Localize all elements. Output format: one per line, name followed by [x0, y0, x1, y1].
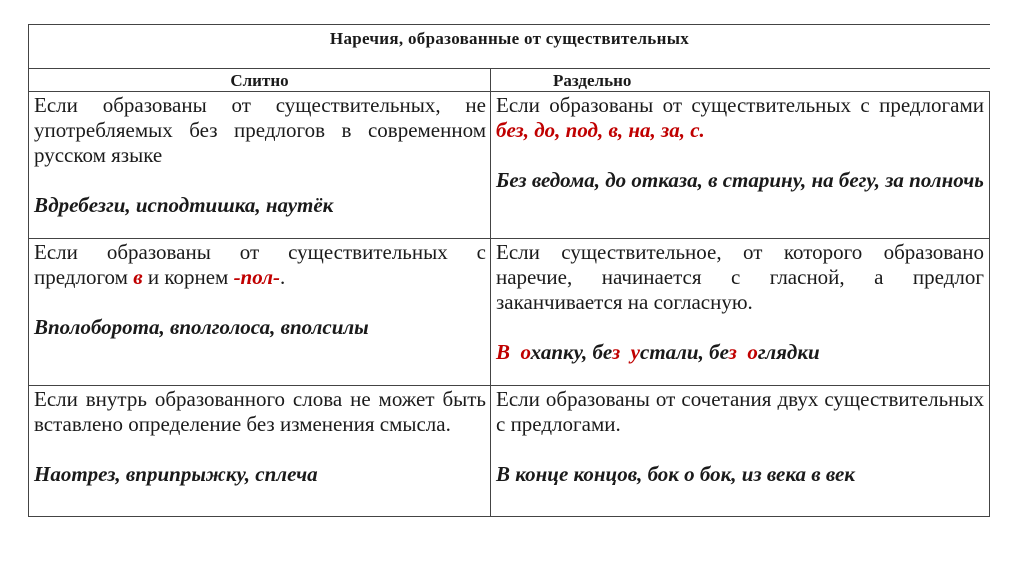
table-title: Наречия, образованные от существительных	[329, 29, 690, 48]
row1-separate-rule-text: Если образованы от существительных с предлогами	[496, 93, 984, 117]
row1-together-cell	[34, 93, 486, 218]
grid-line	[28, 385, 990, 386]
row2-together-example: Вполоборота, вполголоса, вполсилы	[34, 315, 369, 339]
grid-line	[28, 91, 990, 92]
grid-line	[490, 68, 491, 517]
column-header-together: Слитно	[28, 68, 490, 92]
example-word-2: устали	[630, 340, 699, 364]
row3-together-cell	[34, 387, 486, 487]
row3-separate-example: В конце концов, бок о бок, из века в век	[496, 462, 855, 486]
grid-line	[28, 238, 990, 239]
row3-together-rule: Если внутрь образованного слова не может быть вставлено определение без изменения смысла.	[34, 387, 486, 436]
row1-separate-example: Без ведома, до отказа, в старину, на бегу, за полночь	[496, 168, 984, 192]
row2-rule-text-a: Если образованы от существительных с предлогом	[34, 240, 486, 289]
row2-separate-rule: Если существительное, от которого образовано наречие, начинается с гласной, а предлог заканчивается на согласную.	[496, 240, 984, 314]
row1-prepositions: без, до, под, в, на, за, с.	[496, 118, 705, 142]
column-header-separate: Раздельно	[490, 68, 990, 92]
example-prep-1: В	[496, 340, 511, 364]
grid-line	[989, 92, 990, 517]
grid-line	[28, 24, 29, 517]
row2-root-pol: -пол-	[233, 265, 280, 289]
row3-separate-cell	[496, 387, 984, 487]
row2-together-rule	[34, 240, 486, 290]
row2-separate-cell	[496, 240, 984, 365]
row3-separate-rule: Если образованы от сочетания двух существительных с предлогами.	[496, 387, 984, 436]
row2-rule-text-b: и корнем	[147, 265, 229, 289]
row3-together-example: Наотрез, вприпрыжку, сплеча	[34, 462, 318, 486]
example-word-1-rest: хапку	[530, 340, 582, 364]
row1-separate-cell	[496, 93, 984, 193]
row2-rule-text-c: .	[279, 265, 286, 289]
row2-preposition-v: в	[133, 265, 143, 289]
row1-together-rule: Если образованы от существительных, не употребляемых без предлогов в современном русском языке	[34, 93, 486, 167]
row2-separate-example: В охапку, без устали, без оглядки	[496, 340, 820, 364]
example-prep-3: без	[709, 340, 737, 364]
row1-separate-rule	[496, 93, 984, 143]
example-word-1: охапку	[520, 340, 582, 364]
grid-line	[28, 516, 990, 517]
example-word-3: оглядки	[747, 340, 820, 364]
row2-together-cell	[34, 240, 486, 340]
table-title-row	[28, 24, 990, 68]
row1-together-example: Вдребезги, исподтишка, наутёк	[34, 193, 334, 217]
example-prep-2: без	[592, 340, 621, 364]
